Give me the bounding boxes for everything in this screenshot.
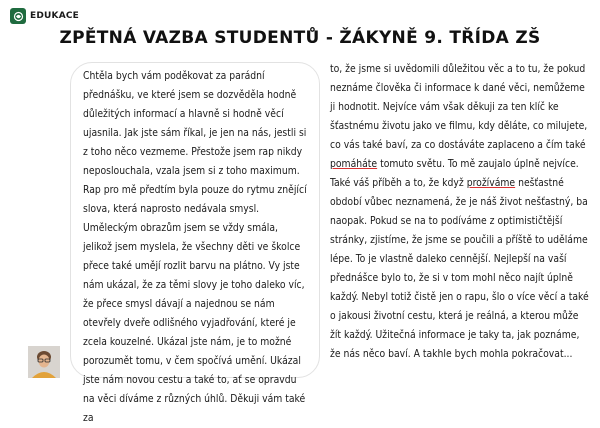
page-title: ZPĚTNÁ VAZBA STUDENTŮ - ŽÁKYNĚ 9. TŘÍDA ZŠ — [59, 28, 541, 48]
leaf-icon — [10, 8, 26, 24]
avatar-portrait-icon — [28, 346, 60, 378]
spellcheck-underlined-word: prožíváme — [466, 177, 516, 189]
feedback-text-left: Chtěla bych vám poděkovat za parádní přednášku, ve které jsem se dozvěděla hodně důležitých informací a hlavně si hodně věcí ujasnila. Jak jste sám říkal, je jen na nás, jestli si z toho něco vezmeme. Přestože jsem rap nikdy neposlouchala, vzala jsem si z toho maximum. Rap pro mě předtím byla pouze do rytmu znějící slova, která naprosto nedávala smysl. Uměleckým obrazům jsem se vždy smála, jelikož jsem myslela, že všechny děti ve školce přece také umějí rozlit barvu na plátno. Vy jste nám ukázal, že za těmi slovy je toho daleko víc, že přece smysl dávají a najednou se nám otevřely dveře odlišného vyjadřování, které je zcela kouzelné. Ukázal jste nám, je to možné porozumět tomu, v čem spočívá umění. Ukázal jste nám novou cestu a také to, ať se opravdu na věci díváme z různých úhlů. Děkuji vám také za — [83, 70, 307, 424]
spellcheck-underlined-word: pomáháte — [330, 158, 378, 170]
feedback-text-right — [330, 60, 592, 364]
text-segment: tomuto světu. To mě zaujalo úplně nejvíce. Také váš příběh a to, že když — [330, 158, 579, 189]
text-segment: to, že jsme si uvědomili důležitou věc a to tu, že pokud neznáme člověka či informace k dané věci, nemůžeme ji hodnotit. Nejvíce vám však děkuji za ten klíč ke šťastnému životu jako ve filmu, kdy děláte, co milujete, co vás také baví, za co dostáváte zaplaceno a čím také — [330, 63, 588, 151]
text-segment: nešťastné období vůbec neznamená, že je náš život nešťastný, ba naopak. Pokud se na to podíváme z optimističtější stránky, zjistíme, že jsme se poučili a příště to uděláme lépe. To je vlastně daleko cennější. Nejlepší na vaší přednášce bylo to, že si v tom mohl něco najít úplně každý. Nebyl totiž čistě jen o rapu, šlo o více věcí a také o jakousi životní cestu, která je reálná, a kterou může žít každý. Užitečná informace je taky ta, jak poznáme, že nás něco baví. A takhle bych mohla pokračovat... — [330, 177, 589, 360]
feedback-card — [70, 62, 320, 424]
brand-name: EDUKACE — [30, 11, 80, 21]
avatar — [28, 346, 60, 378]
feedback-column-right — [330, 60, 592, 392]
brand-logo — [10, 8, 79, 24]
